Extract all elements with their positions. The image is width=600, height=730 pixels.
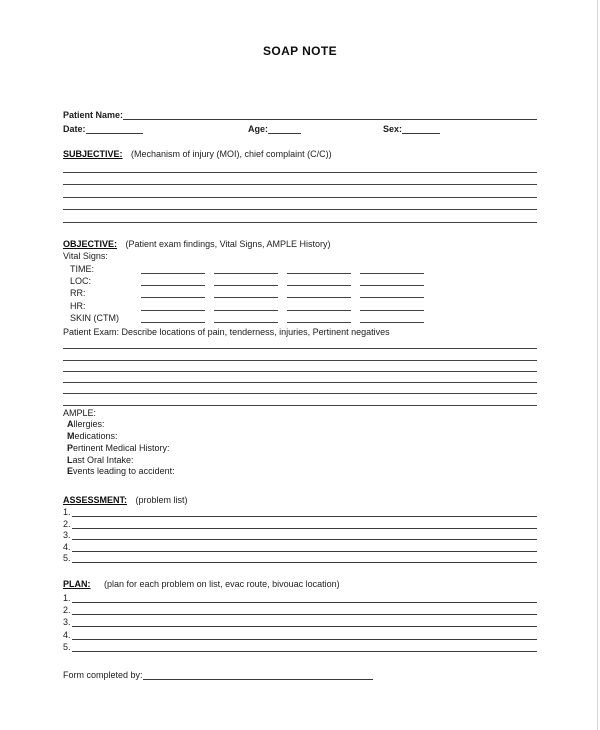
assessment-heading-row bbox=[63, 494, 537, 506]
patient-name-label: Patient Name: bbox=[63, 110, 124, 120]
vital-entry-line[interactable] bbox=[214, 264, 278, 274]
patient-meta-row bbox=[63, 121, 537, 134]
vital-entry-line[interactable] bbox=[287, 301, 351, 311]
vital-entry-line[interactable] bbox=[214, 301, 278, 311]
numbered-row bbox=[63, 529, 537, 541]
plan-note: (plan for each problem on list, evac route, bivouac location) bbox=[104, 579, 340, 590]
vital-entry-line[interactable] bbox=[214, 288, 278, 298]
row-number: 5. bbox=[63, 641, 71, 652]
row-number: 1. bbox=[63, 592, 71, 603]
blank-line[interactable] bbox=[63, 173, 537, 186]
patient-exam-lines bbox=[63, 338, 537, 406]
blank-line[interactable] bbox=[63, 394, 537, 405]
ample-initial: A bbox=[67, 419, 74, 430]
ample-label: AMPLE: bbox=[63, 407, 97, 418]
entry-line[interactable] bbox=[72, 616, 537, 627]
ample-initial: E bbox=[67, 466, 74, 477]
vital-row-loc bbox=[63, 274, 537, 286]
footer-row bbox=[63, 667, 537, 680]
row-number: 5. bbox=[63, 553, 71, 564]
vital-label: HR: bbox=[70, 300, 86, 311]
ample-item-medical-history bbox=[63, 443, 537, 455]
vital-entry-line[interactable] bbox=[214, 276, 278, 286]
patient-name-row bbox=[63, 107, 537, 120]
vital-entry-line[interactable] bbox=[141, 288, 205, 298]
subjective-heading: SUBJECTIVE: bbox=[63, 149, 123, 159]
completed-by-label: Form completed by: bbox=[63, 669, 143, 680]
blank-line[interactable] bbox=[63, 383, 537, 394]
entry-line[interactable] bbox=[72, 641, 537, 652]
vital-entry-line[interactable] bbox=[287, 264, 351, 274]
ample-item-label: ast Oral Intake: bbox=[72, 454, 134, 465]
plan-heading-row bbox=[63, 578, 537, 590]
vital-entry-line[interactable] bbox=[141, 313, 205, 323]
ample-initial: M bbox=[67, 431, 75, 442]
entry-line[interactable] bbox=[72, 506, 537, 517]
vital-row-rr bbox=[63, 286, 537, 298]
row-number: 2. bbox=[63, 518, 71, 529]
age-label: Age: bbox=[248, 124, 268, 134]
row-number: 4. bbox=[63, 629, 71, 640]
numbered-row bbox=[63, 603, 537, 615]
vital-label: TIME: bbox=[70, 263, 94, 274]
vital-row-skin bbox=[63, 311, 537, 323]
assessment-lines bbox=[63, 506, 537, 564]
vital-signs-label: Vital Signs: bbox=[63, 250, 108, 261]
age-group bbox=[248, 123, 301, 134]
numbered-row bbox=[63, 615, 537, 627]
numbered-row bbox=[63, 627, 537, 639]
page-title: SOAP NOTE bbox=[262, 44, 338, 58]
entry-line[interactable] bbox=[72, 529, 537, 540]
completed-by-field[interactable] bbox=[143, 669, 373, 680]
vital-entry-line[interactable] bbox=[287, 276, 351, 286]
objective-heading: OBJECTIVE: bbox=[63, 238, 118, 249]
blank-line[interactable] bbox=[63, 338, 537, 349]
scan-edge bbox=[597, 0, 598, 730]
ample-item-label: llergies: bbox=[73, 419, 105, 430]
numbered-row bbox=[63, 540, 537, 552]
objective-heading-row bbox=[63, 238, 537, 250]
blank-line[interactable] bbox=[63, 185, 537, 198]
ample-initial: P bbox=[67, 442, 74, 453]
blank-line[interactable] bbox=[63, 349, 537, 360]
entry-line[interactable] bbox=[72, 518, 537, 529]
numbered-row bbox=[63, 517, 537, 529]
row-number: 1. bbox=[63, 507, 71, 518]
vital-label: RR: bbox=[70, 288, 86, 299]
row-number: 4. bbox=[63, 541, 71, 552]
subjective-heading-row bbox=[63, 148, 537, 160]
blank-line[interactable] bbox=[63, 372, 537, 383]
numbered-row bbox=[63, 640, 537, 652]
ample-item-events bbox=[63, 466, 537, 478]
ample-item-medications bbox=[63, 431, 537, 443]
subjective-lines bbox=[63, 160, 537, 223]
plan-lines bbox=[63, 590, 537, 651]
vital-row-time bbox=[63, 262, 537, 274]
row-number: 2. bbox=[63, 605, 71, 616]
soap-note-form bbox=[63, 0, 537, 680]
entry-line[interactable] bbox=[72, 604, 537, 615]
blank-line[interactable] bbox=[63, 210, 537, 223]
vital-entry-line[interactable] bbox=[360, 264, 424, 274]
assessment-note: (problem list) bbox=[135, 494, 188, 505]
row-number: 3. bbox=[63, 530, 71, 541]
ample-item-label: ertinent Medical History: bbox=[73, 442, 170, 453]
vital-entry-line[interactable] bbox=[141, 301, 205, 311]
vital-entry-line[interactable] bbox=[214, 313, 278, 323]
numbered-row bbox=[63, 590, 537, 602]
vital-label: LOC: bbox=[70, 276, 92, 287]
ample-initial: L bbox=[67, 454, 73, 465]
subjective-note: (Mechanism of injury (MOI), chief complaint (C/C)) bbox=[131, 149, 332, 159]
date-field[interactable] bbox=[86, 123, 143, 134]
row-number: 3. bbox=[63, 617, 71, 628]
ample-item-label: vents leading to accident: bbox=[73, 466, 175, 477]
entry-line[interactable] bbox=[72, 629, 537, 640]
sex-label: Sex: bbox=[383, 124, 403, 134]
vital-entry-line[interactable] bbox=[141, 264, 205, 274]
objective-note: (Patient exam findings, Vital Signs, AMPLE History) bbox=[125, 238, 331, 249]
numbered-row bbox=[63, 506, 537, 518]
ample-item-last-oral-intake bbox=[63, 455, 537, 467]
sex-group bbox=[383, 123, 440, 134]
entry-line[interactable] bbox=[72, 541, 537, 552]
blank-line[interactable] bbox=[63, 198, 537, 211]
ample-item-allergies bbox=[63, 419, 537, 431]
ample-item-label: edications: bbox=[74, 431, 118, 442]
assessment-heading: ASSESSMENT: bbox=[63, 494, 128, 505]
vital-entry-line[interactable] bbox=[360, 313, 424, 323]
vital-entry-line[interactable] bbox=[287, 288, 351, 298]
blank-line[interactable] bbox=[63, 160, 537, 173]
vital-entry-line[interactable] bbox=[360, 288, 424, 298]
vital-row-hr bbox=[63, 298, 537, 310]
vital-label: SKIN (CTM) bbox=[70, 312, 119, 323]
plan-heading: PLAN: bbox=[63, 579, 91, 590]
date-group bbox=[63, 123, 143, 134]
numbered-row bbox=[63, 552, 537, 564]
patient-name-field[interactable] bbox=[123, 109, 537, 120]
blank-line[interactable] bbox=[63, 361, 537, 372]
vital-entry-line[interactable] bbox=[360, 301, 424, 311]
entry-line[interactable] bbox=[72, 592, 537, 603]
vital-entry-line[interactable] bbox=[141, 276, 205, 286]
age-field[interactable] bbox=[268, 123, 301, 134]
vital-entry-line[interactable] bbox=[287, 313, 351, 323]
entry-line[interactable] bbox=[72, 552, 537, 563]
date-label: Date: bbox=[63, 124, 86, 134]
ample-section bbox=[63, 408, 537, 478]
sex-field[interactable] bbox=[402, 123, 440, 134]
vital-entry-line[interactable] bbox=[360, 276, 424, 286]
patient-exam-label: Patient Exam: Describe locations of pain, tenderness, injuries, Pertinent negatives bbox=[63, 326, 390, 337]
